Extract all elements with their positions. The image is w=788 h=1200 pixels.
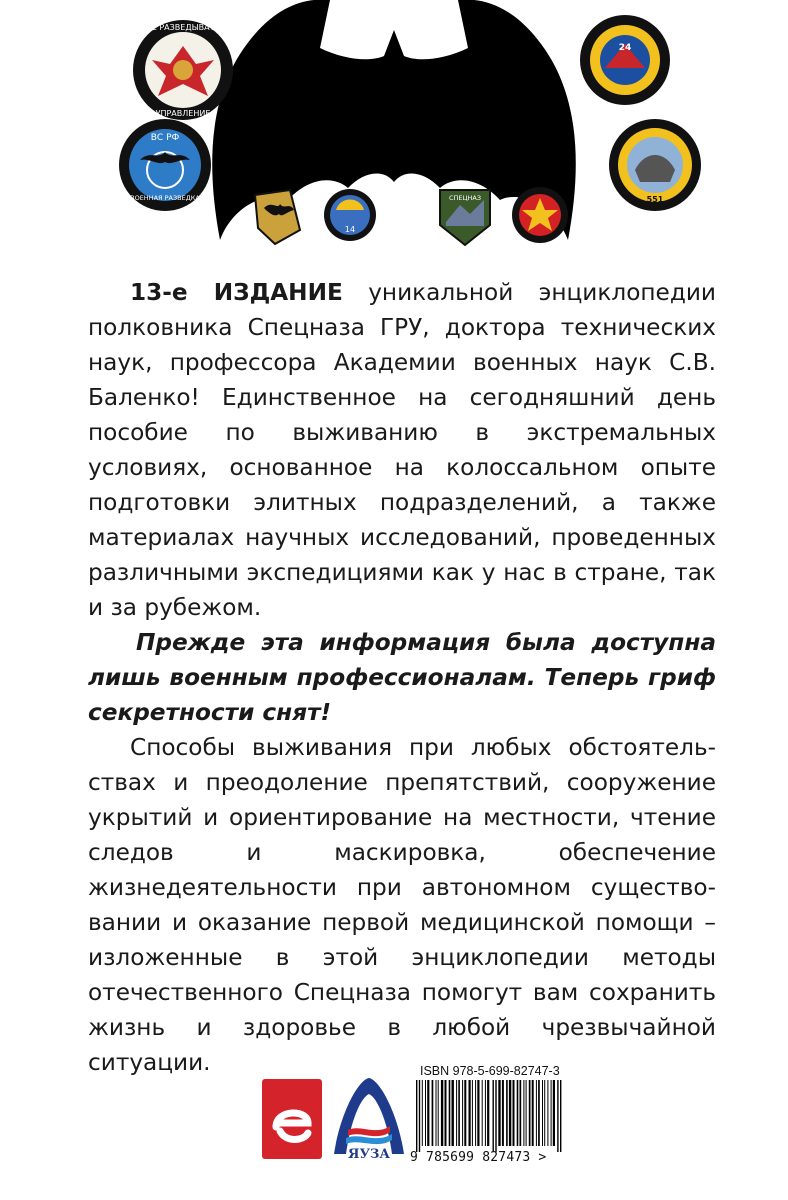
paragraph-intro <box>88 275 716 625</box>
barcode-bar <box>553 1080 555 1146</box>
barcode-bar <box>520 1080 522 1146</box>
badge-551-number: 551 <box>646 195 664 204</box>
badge-gru-text-bottom: УПРАВЛЕНИЕ <box>155 109 211 118</box>
barcode-bar <box>529 1080 531 1146</box>
barcode-bar <box>449 1080 451 1146</box>
isbn-barcode <box>410 1080 578 1152</box>
barcode-bar <box>458 1080 460 1146</box>
barcode-digits: 9 785699 827473 > <box>410 1150 547 1165</box>
description-text <box>88 275 716 1080</box>
yauza-wordmark: ЯУЗА <box>348 1147 390 1160</box>
barcode-bar <box>482 1080 483 1146</box>
barcode-bar <box>502 1080 504 1146</box>
barcode-bar <box>523 1080 524 1146</box>
barcode-bar <box>487 1080 489 1146</box>
paragraph-emphasis: Прежде эта информация была доступна лишь военным профессионалам. Теперь гриф секретности снят! <box>88 629 716 726</box>
barcode-bar <box>532 1080 534 1146</box>
barcode-bar <box>419 1080 420 1152</box>
barcode-bar <box>513 1080 515 1146</box>
barcode-bar <box>422 1080 423 1146</box>
vs-rf-emblem <box>119 119 211 211</box>
otryad-551-emblem <box>609 119 701 211</box>
barcode-bar <box>485 1080 486 1146</box>
barcode-bar <box>557 1080 558 1152</box>
barcode-bar <box>445 1080 447 1146</box>
para-14-emblem <box>324 189 376 241</box>
eksmo-logo <box>262 1079 322 1159</box>
yauza-logo <box>330 1074 408 1160</box>
barcode-bar <box>464 1080 466 1146</box>
barcode-bar <box>456 1080 457 1146</box>
barcode-bar <box>495 1080 496 1152</box>
badge-gru-text-top: ГЛАВНОЕ РАЗВЕДЫВАТЕЛЬНОЕ <box>117 23 249 32</box>
intro-rest: уникальной энциклопедии полковника Спецназа ГРУ, доктора технических наук, профессора Академии военных наук С.В. Баленко! Единственное на сегодняшний день пособие по выживанию в экстремальных условиях, основанное на колоссальном опыте подготовки элитных подразделений, а также материалах научных исследований, проведенных различными экспедициями как у нас в стране, так и за рубежом. <box>88 279 716 621</box>
barcode-bar <box>542 1080 543 1146</box>
barcode-bar <box>441 1080 443 1146</box>
barcode-bar <box>509 1080 511 1146</box>
brigade-24-emblem <box>580 15 670 105</box>
barcode-bar <box>498 1080 500 1146</box>
barcode-bar <box>544 1080 545 1146</box>
barcode-bar <box>526 1080 527 1146</box>
bat-shield-emblem <box>255 190 300 244</box>
barcode-bar <box>427 1080 429 1146</box>
barcode-bar <box>506 1080 508 1146</box>
badge-specnaz-label: СПЕЦНАЗ <box>448 194 482 202</box>
barcode-bar <box>493 1080 494 1152</box>
badge-24-number: 24 <box>618 43 632 53</box>
isbn-number: ISBN 978-5-699-82747-3 <box>420 1064 560 1078</box>
barcode-bar <box>416 1080 417 1152</box>
barcode-bar <box>462 1080 463 1146</box>
edition-lead: 13-е ИЗДАНИЕ <box>130 279 343 306</box>
badge-vsrf-top: ВС РФ <box>150 133 180 143</box>
barcode-bar <box>425 1080 426 1146</box>
barcode-bar <box>452 1080 454 1146</box>
barcode-bar <box>432 1080 434 1146</box>
specnaz-shield-emblem <box>440 190 490 245</box>
barcode-bar <box>536 1080 537 1146</box>
badge-vsrf-bottom: ВОЕННАЯ РАЗВЕДКА <box>130 194 200 202</box>
badge-14-number: 14 <box>344 225 356 234</box>
barcode-bar <box>472 1080 473 1146</box>
barcode-bar <box>477 1080 479 1146</box>
header-illustration <box>0 0 788 260</box>
red-star-emblem <box>512 187 568 243</box>
barcode-bar <box>517 1080 519 1146</box>
barcode-bar <box>538 1080 540 1146</box>
barcode-bar <box>438 1080 439 1146</box>
barcode-bar <box>469 1080 471 1146</box>
barcode-bar <box>547 1080 548 1146</box>
barcode-bar <box>551 1080 552 1146</box>
barcode-bar <box>436 1080 437 1146</box>
paragraph-methods: Способы выживания при любых обстоятельствах и преодоление препятствий, сооружение укрытий и ориентирование на местности, чтение следов и маскировка, обеспечение жизнедеятельности при автономном существовании и оказание первой медицинской помощи – изложенные в этой энциклопедии методы отечественного Спецназа помогут вам сохранить жизнь и здоровье в любой чрезвычайной ситуации. <box>88 734 716 1076</box>
barcode-bar <box>475 1080 476 1146</box>
barcode-bar <box>560 1080 561 1152</box>
